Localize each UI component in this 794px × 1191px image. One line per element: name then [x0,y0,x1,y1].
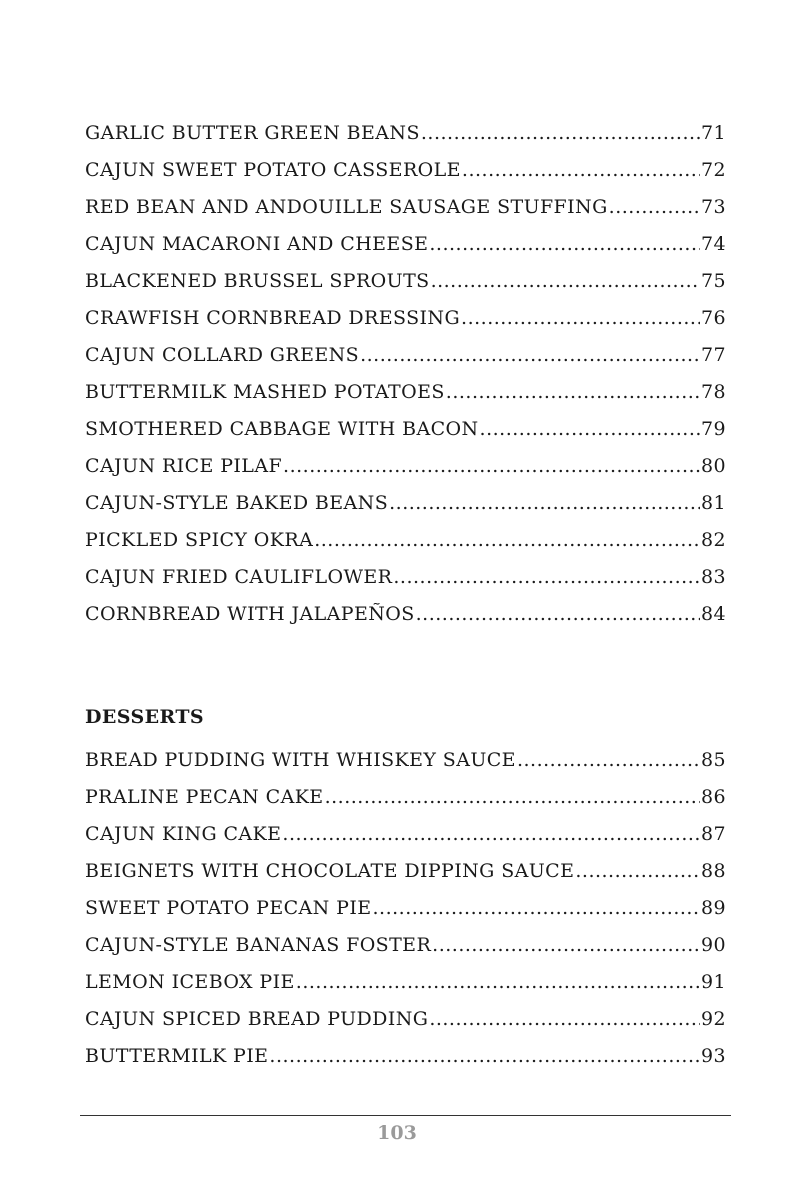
toc-entry-page: 93 [701,1045,726,1067]
dot-leader [517,742,700,779]
toc-entry [85,448,726,485]
toc-entry-title: RED BEAN AND ANDOUILLE SAUSAGE STUFFING [85,196,608,218]
toc-entry [85,115,726,152]
toc-entry-page: 80 [701,455,726,477]
toc-entry-title: CAJUN COLLARD GREENS [85,344,360,366]
toc-entry [85,816,726,853]
dot-leader [480,411,700,448]
dot-leader [421,115,700,152]
toc-entry-page: 74 [701,233,726,255]
toc-entry-page: 75 [701,270,726,292]
dot-leader [393,559,700,596]
toc-entry [85,1038,726,1075]
toc-entry-page: 78 [701,381,726,403]
toc-entry-title: CAJUN KING CAKE [85,823,282,845]
toc-entry [85,337,726,374]
toc-entry [85,890,726,927]
dot-leader [429,1001,700,1038]
toc-entry [85,964,726,1001]
toc-entry-page: 79 [701,418,726,440]
dot-leader [609,189,700,226]
toc-entry-title: CRAWFISH CORNBREAD DRESSING [85,307,461,329]
toc-entry-title: BUTTERMILK MASHED POTATOES [85,381,445,403]
toc-entry-page: 84 [701,603,726,625]
toc-entry-title: SMOTHERED CABBAGE WITH BACON [85,418,479,440]
toc-entry-page: 92 [701,1008,726,1030]
dot-leader [282,816,700,853]
toc-entry [85,927,726,964]
toc-entry-title: BREAD PUDDING WITH WHISKEY SAUCE [85,749,516,771]
toc-entry [85,300,726,337]
toc-entry-page: 73 [701,196,726,218]
sides-toc-list [85,115,726,633]
toc-entry-title: PRALINE PECAN CAKE [85,786,324,808]
dot-leader [429,226,700,263]
toc-entry-title: BUTTERMILK PIE [85,1045,269,1067]
toc-entry-page: 90 [701,934,726,956]
dot-leader [575,853,700,890]
dot-leader [314,522,700,559]
toc-entry [85,485,726,522]
dot-leader [389,485,700,522]
toc-entry-page: 88 [701,860,726,882]
toc-entry-page: 87 [701,823,726,845]
toc-entry-title: BEIGNETS WITH CHOCOLATE DIPPING SAUCE [85,860,575,882]
toc-entry-title: CAJUN FRIED CAULIFLOWER [85,566,393,588]
toc-entry-title: SWEET POTATO PECAN PIE [85,897,372,919]
toc-entry-title: GARLIC BUTTER GREEN BEANS [85,122,420,144]
dot-leader [283,448,700,485]
toc-entry-page: 81 [701,492,726,514]
toc-entry-page: 71 [701,122,726,144]
dot-leader [325,779,700,816]
toc-entry [85,374,726,411]
toc-entry-page: 91 [701,971,726,993]
dot-leader [461,300,700,337]
toc-entry [85,742,726,779]
toc-entry-title: CAJUN-STYLE BAKED BEANS [85,492,389,514]
toc-entry-page: 85 [701,749,726,771]
dot-leader [446,374,700,411]
dot-leader [373,890,701,927]
toc-entry [85,779,726,816]
toc-entry [85,596,726,633]
toc-entry-title: PICKLED SPICY OKRA [85,529,314,551]
toc-entry [85,263,726,300]
toc-entry [85,411,726,448]
dot-leader [360,337,700,374]
toc-entry [85,152,726,189]
toc-entry-title: CAJUN RICE PILAF [85,455,283,477]
toc-entry-title: CAJUN-STYLE BANANAS FOSTER [85,934,432,956]
dot-leader [462,152,700,189]
dot-leader [431,263,700,300]
toc-entry [85,226,726,263]
footer-divider [80,1115,731,1116]
toc-entry [85,1001,726,1038]
toc-entry-title: CAJUN MACARONI AND CHEESE [85,233,429,255]
toc-entry-title: CAJUN SPICED BREAD PUDDING [85,1008,429,1030]
toc-entry-page: 86 [701,786,726,808]
dot-leader [296,964,700,1001]
desserts-toc-list [85,742,726,1075]
toc-entry [85,189,726,226]
section-heading-desserts: DESSERTS [85,706,204,728]
toc-entry-page: 77 [701,344,726,366]
toc-entry-title: LEMON ICEBOX PIE [85,971,295,993]
dot-leader [416,596,700,633]
dot-leader [269,1038,700,1075]
dot-leader [432,927,700,964]
toc-entry-title: CORNBREAD WITH JALAPEÑOS [85,603,415,625]
toc-entry-page: 89 [701,897,726,919]
toc-entry-page: 76 [701,307,726,329]
toc-entry-page: 82 [701,529,726,551]
page-number: 103 [377,1122,417,1144]
toc-entry-page: 83 [701,566,726,588]
toc-entry-title: BLACKENED BRUSSEL SPROUTS [85,270,430,292]
toc-entry-page: 72 [701,159,726,181]
toc-entry [85,522,726,559]
toc-entry [85,853,726,890]
toc-entry-title: CAJUN SWEET POTATO CASSEROLE [85,159,461,181]
toc-entry [85,559,726,596]
